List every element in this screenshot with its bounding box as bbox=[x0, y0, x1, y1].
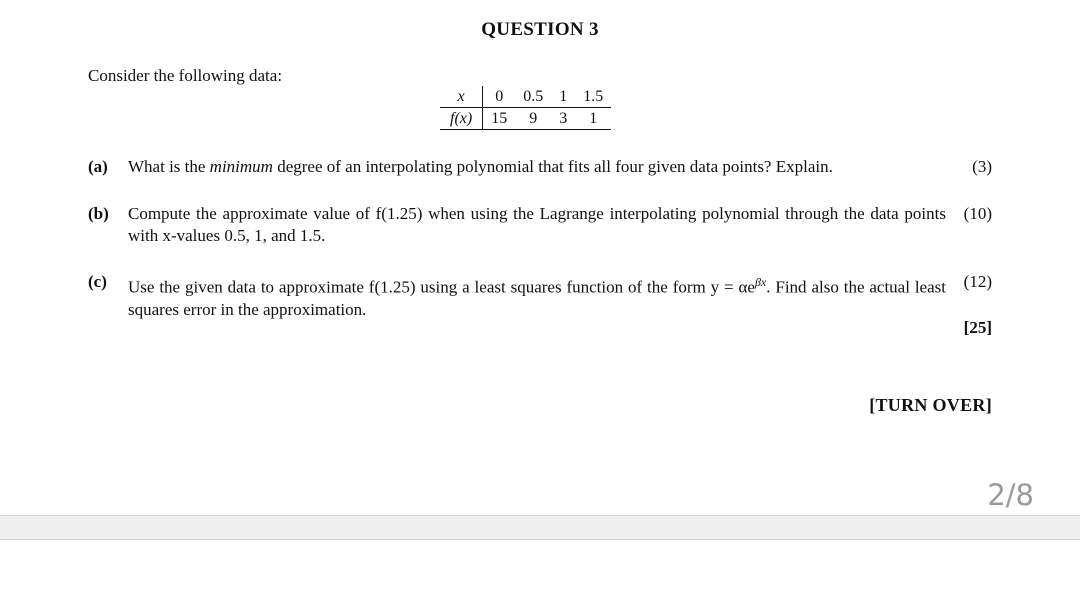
table-cell: 1 bbox=[551, 86, 575, 108]
intro-text: Consider the following data: bbox=[88, 66, 283, 85]
table-cell: 1 bbox=[575, 108, 611, 130]
question-b-marks: (10) bbox=[963, 204, 992, 223]
emphasis-minimum: minimum bbox=[209, 157, 273, 176]
question-a-marks: (3) bbox=[972, 157, 992, 176]
question-b-text: Compute the approximate value of f(1.25) when using the Lagrange interpolating polynomial through the data points with x-values 0.5, 1, and 1.5. bbox=[128, 204, 946, 245]
table-header-x: x bbox=[440, 86, 483, 108]
table-row-fx bbox=[440, 108, 611, 130]
table-cell: 15 bbox=[483, 108, 516, 130]
page-indicator: 2/8 bbox=[987, 478, 1034, 512]
table-cell: 0 bbox=[483, 86, 516, 108]
question-title: QUESTION 3 bbox=[481, 19, 599, 40]
total-marks: [25] bbox=[963, 318, 992, 337]
table-cell: 9 bbox=[515, 108, 551, 130]
table-cell: 3 bbox=[551, 108, 575, 130]
table-cell: 0.5 bbox=[515, 86, 551, 108]
table-header-fx: f(x) bbox=[440, 108, 483, 130]
question-a-label: (a) bbox=[88, 157, 108, 176]
data-table bbox=[440, 86, 611, 130]
turn-over-label: [TURN OVER] bbox=[869, 395, 992, 415]
question-a-text: What is the minimum degree of an interpolating polynomial that fits all four given data points? Explain. bbox=[128, 157, 833, 176]
question-a bbox=[88, 156, 992, 178]
table-row-x bbox=[440, 86, 611, 108]
table-cell: 1.5 bbox=[575, 86, 611, 108]
question-c-text: Use the given data to approximate f(1.25) using a least squares function of the form $y = \alpha e^{\beta x}$. Find also the actual least squares error in the approximation. bbox=[128, 275, 946, 319]
question-b-label: (b) bbox=[88, 204, 109, 223]
page-divider bbox=[0, 515, 1080, 540]
question-c bbox=[88, 271, 992, 321]
question-b bbox=[88, 203, 992, 247]
exponent: βx bbox=[754, 275, 767, 289]
question-c-marks: (12) bbox=[963, 272, 992, 291]
question-c-label: (c) bbox=[88, 272, 107, 291]
